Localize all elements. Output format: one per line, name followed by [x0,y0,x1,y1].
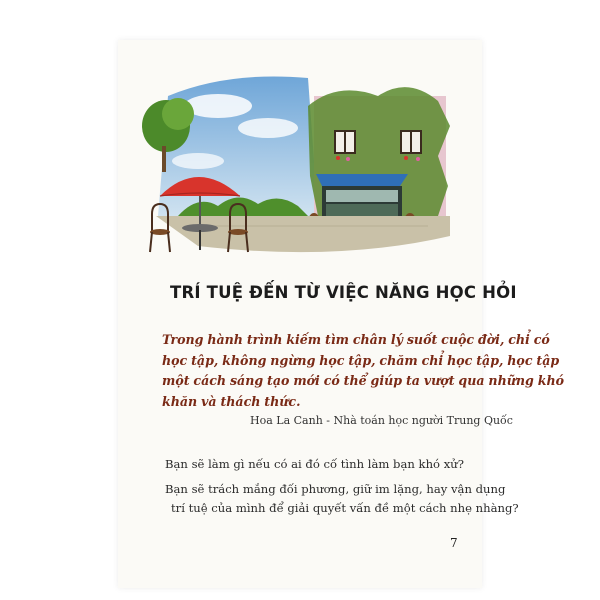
chapter-title: TRÍ TUỆ ĐẾN TỪ VIỆC NĂNG HỌC HỎI [170,283,517,302]
quote-line: một cách sáng tạo mới có thể giúp ta vượt qua những khó [162,373,565,388]
cloud [184,94,252,118]
table-leg [199,230,201,250]
shop-counter [326,204,398,218]
cloud [238,118,298,138]
flower [404,156,408,160]
shop-window [326,190,398,202]
epigraph-quote [162,330,565,412]
tree [162,98,194,130]
page-number: 7 [450,536,458,550]
quote-attribution: Hoa La Canh - Nhà toán học người Trung Quốc [250,414,513,427]
window-pane [412,132,420,152]
paragraph: Bạn sẽ làm gì nếu có ai đó cố tình làm bạn khó xử? [165,457,464,471]
quote-line: Trong hành trình kiếm tìm chân lý suốt cuộc đời, chỉ có [162,332,550,347]
quote-line: khăn và thách thức. [162,393,301,409]
quote-line: học tập, không ngừng học tập, chăm chỉ học tập, học tập [162,352,560,368]
paragraph-continuation: trí tuệ của mình để giải quyết vấn đề một cách nhẹ nhàng? [171,501,519,515]
cafe-illustration [138,66,460,262]
flower [336,156,340,160]
tree-trunk [162,146,166,172]
window-pane [346,132,354,152]
paragraph: Bạn sẽ trách mắng đối phương, giữ im lặng, hay vận dụng [165,481,506,496]
body-text [165,455,519,519]
window-pane [402,132,410,152]
flower [346,157,350,161]
cloud [172,153,224,169]
window-pane [336,132,344,152]
flower [416,157,420,161]
awning [316,174,408,186]
